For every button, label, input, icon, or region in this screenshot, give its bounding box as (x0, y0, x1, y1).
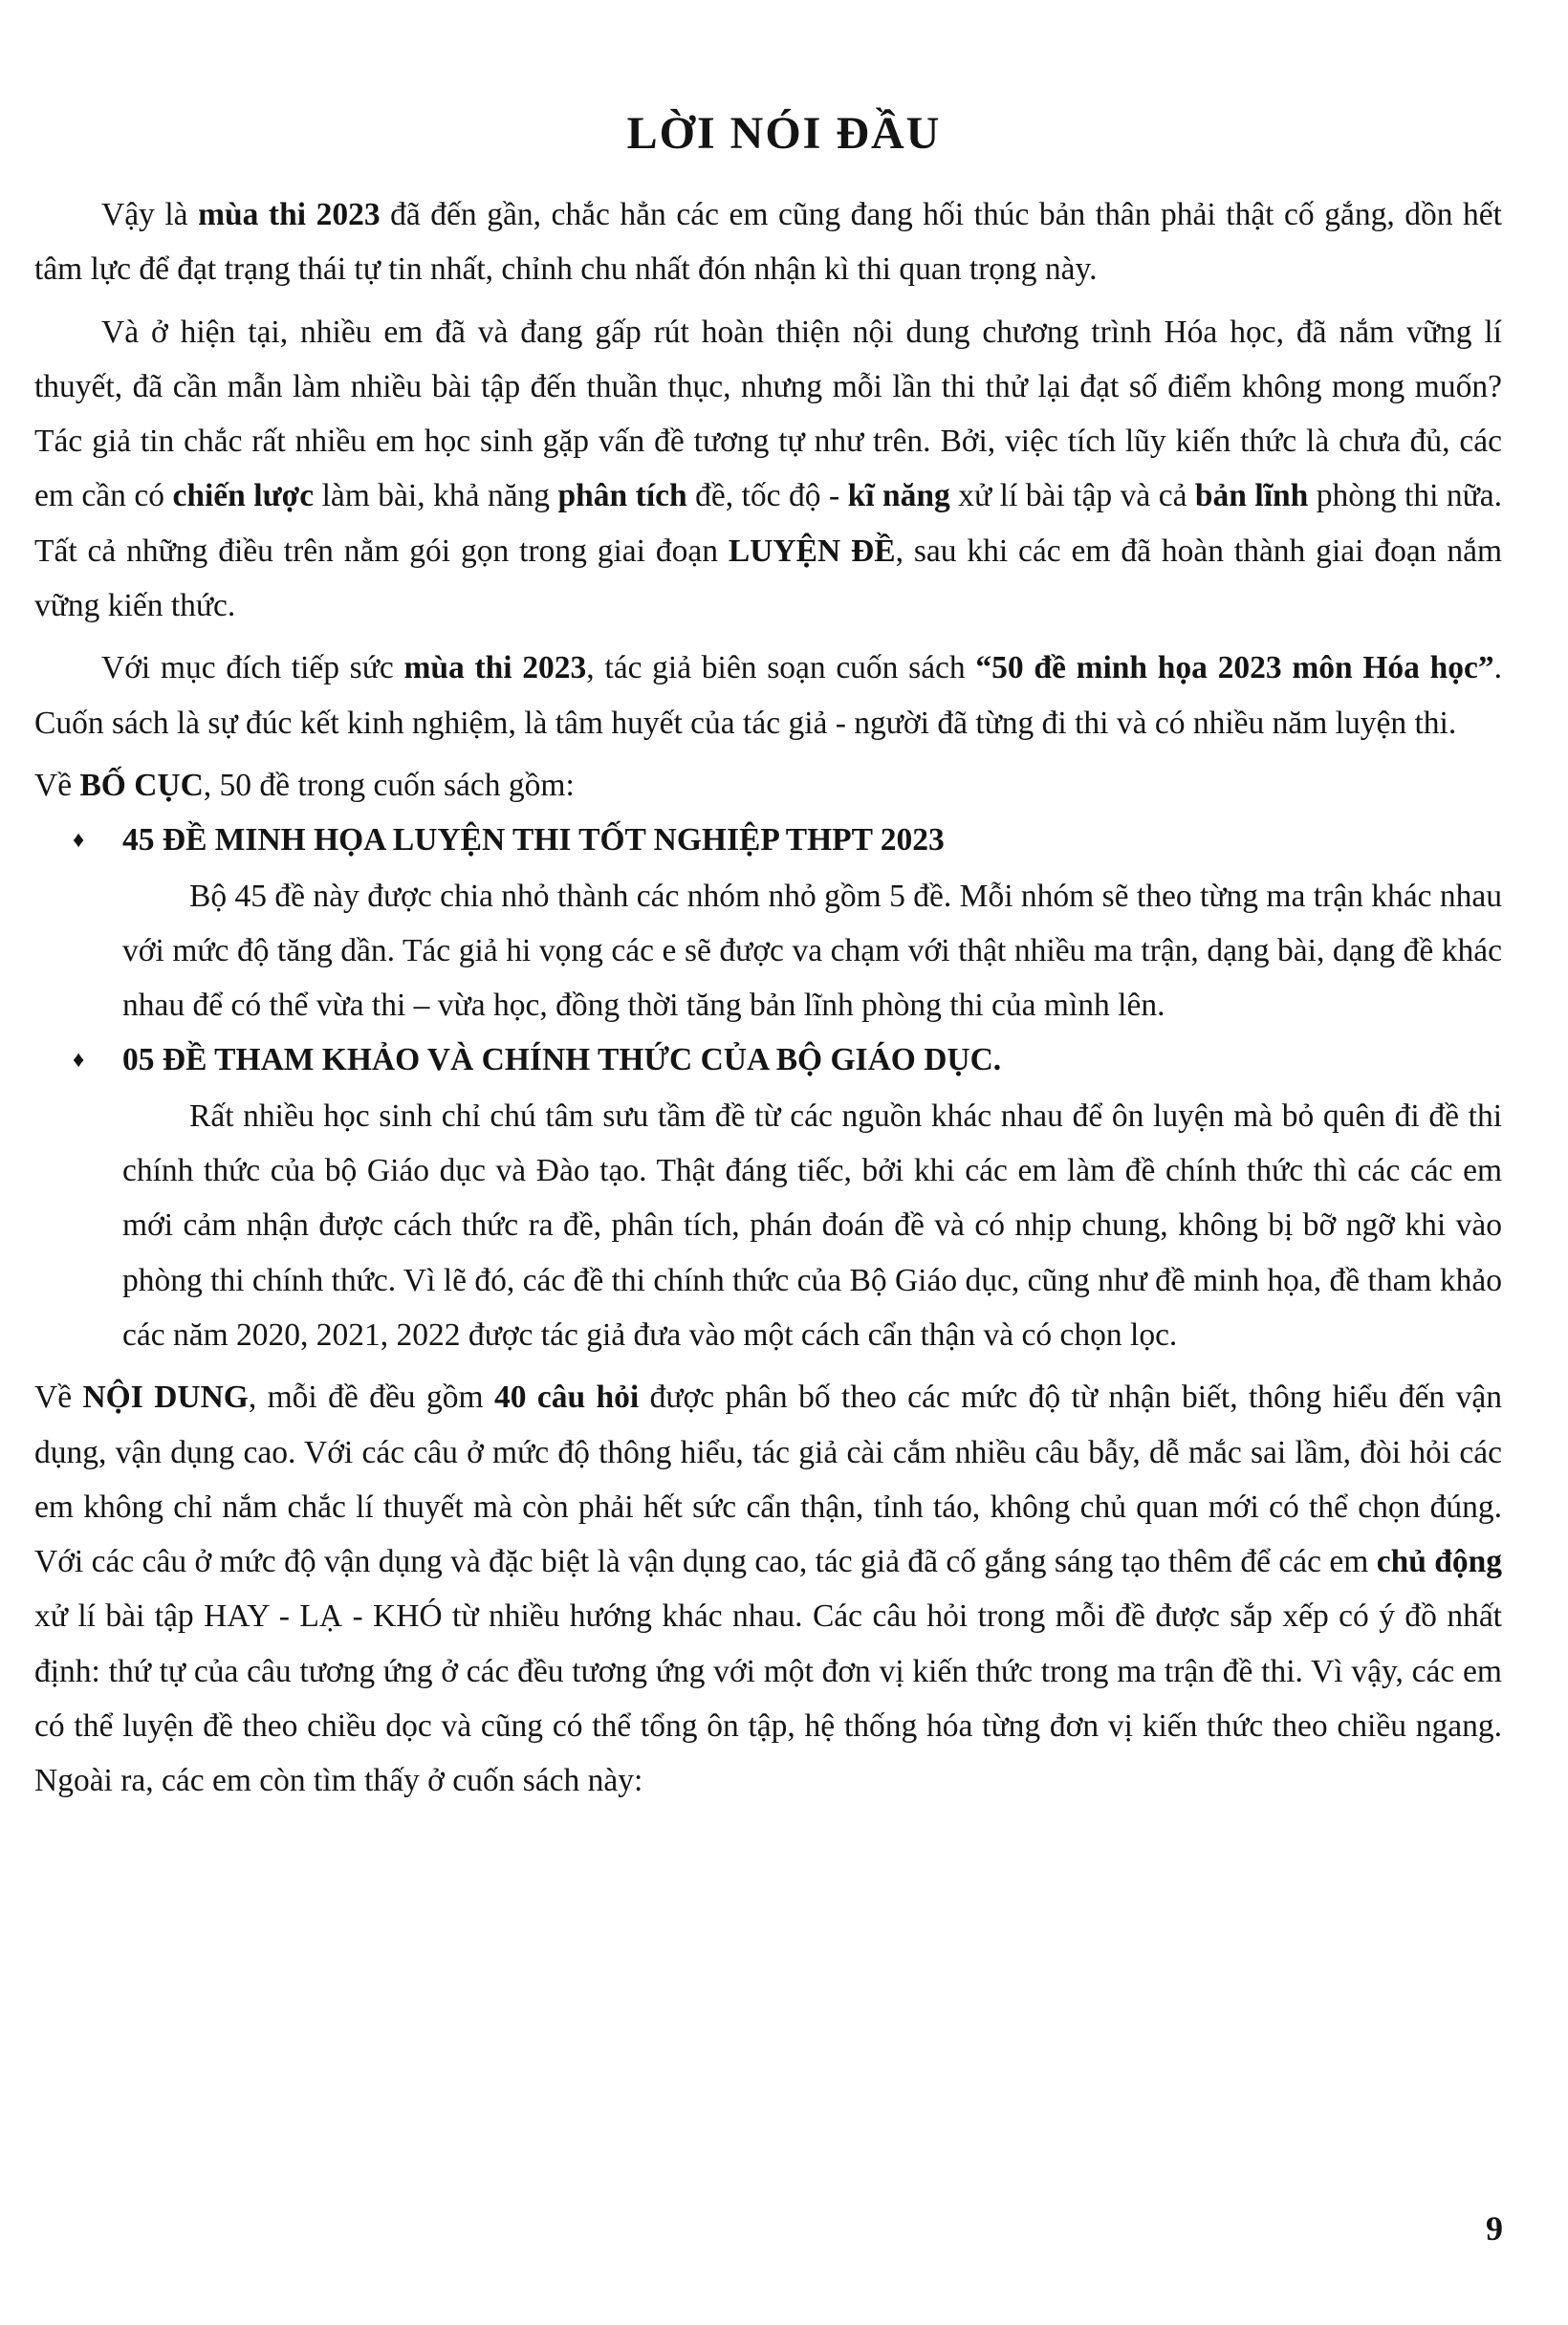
text-run: làm bài, khả năng (314, 478, 558, 514)
bold-run: NỘI DUNG (82, 1380, 249, 1416)
text-run: Vậy là (101, 197, 199, 232)
bold-run: kĩ năng (847, 478, 950, 514)
diamond-bullet-icon: ♦ (73, 828, 85, 854)
bold-run: chiến lược (172, 478, 315, 514)
page-title: LỜI NÓI ĐẦU (626, 108, 942, 159)
text-run: được phân bố theo các mức độ từ nhận biết, thông hiểu đến vận dụng, vận dụng cao. Với các câu ở mức độ thông hiểu, tác giả cài cắm nhiều câu bẫy, dễ mắc sai lầm, đòi hỏi các em không chỉ nắm chắc lí thuyết mà còn phải hết sức cẩn thận, tỉnh táo, không chủ quan mới có thể chọn đúng. Với các câu ở mức độ vận dụng và đặc biệt là vận dụng cao, tác giả đã cố gắng sáng tạo thêm để các em (34, 1380, 1502, 1580)
bullet-heading-text: 05 ĐỀ THAM KHẢO VÀ CHÍNH THỨC CỦA BỘ GIÁO DỤC. (122, 1042, 1002, 1078)
text-run: Về (34, 767, 80, 803)
bold-run: “50 đề minh họa 2023 môn Hóa học” (975, 650, 1494, 686)
paragraph-purpose (34, 641, 1502, 750)
bold-run: bản lĩnh (1194, 478, 1309, 514)
text-run: , sau khi các em đã hoàn thành giai đoạn nắm vững kiến thức. (34, 532, 1502, 624)
page-number: 9 (1486, 2209, 1503, 2248)
text-run: đề, tốc độ - (686, 478, 848, 514)
bold-run: 40 câu hỏi (493, 1380, 640, 1416)
text-run: xử lí bài tập HAY - LẠ - KHÓ từ nhiều hướng khác nhau. Các câu hỏi trong mỗi đề được sắp xếp có ý đồ nhất định: thứ tự của câu tương ứng ở các đều tương ứng với một đơn vị kiến thức trong ma trận đề thi. Vì vậy, các em có thể luyện đề theo chiều dọc và cũng có thể tổng ôn tập, hệ thống hóa từng đơn vị kiến thức theo chiều ngang. Ngoài ra, các em còn tìm thấy ở cuốn sách này: (34, 1598, 1502, 1799)
text-run: , 50 đề trong cuốn sách gồm: (203, 767, 575, 803)
bullet-heading-45-tests (34, 813, 1502, 868)
text-run: Và ở hiện tại, nhiều em đã và đang gấp rút hoàn thiện nội dung chương trình Hóa học, đã nắm vững lí thuyết, đã cần mẫn làm nhiều bài tập đến thuần thục, nhưng mỗi lần thi thử lại đạt số điểm không mong muốn? Tác giả tin chắc rất nhiều em học sinh gặp vấn đề tương tự như trên. Bởi, việc tích lũy kiến thức là chưa đủ, các em cần có (34, 314, 1502, 514)
paragraph-intro (34, 187, 1502, 297)
text-run: , tác giả biên soạn cuốn sách (586, 650, 976, 686)
text-run: , mỗi đề đều gồm (248, 1380, 494, 1416)
bullet-body-05-tests: Rất nhiều học sinh chỉ chú tâm sưu tầm đề từ các nguồn khác nhau để ôn luyện mà bỏ quên đi đề thi chính thức của bộ Giáo dục và Đào tạo. Thật đáng tiếc, bởi khi các em làm đề chính thức thì các các em mới cảm nhận được cách thức ra đề, phân tích, phán đoán đề và có nhịp chung, không bị bỡ ngỡ khi vào phòng thi chính thức. Vì lẽ đó, các đề thi chính thức của Bộ Giáo dục, cũng như đề minh họa, đề tham khảo các năm 2020, 2021, 2022 được tác giả đưa vào một cách cẩn thận và có chọn lọc. (122, 1097, 1502, 1353)
text-run: xử lí bài tập và cả (949, 478, 1195, 514)
bullet-heading-text: 45 ĐỀ MINH HỌA LUYỆN THI TỐT NGHIỆP THPT 2023 (122, 822, 945, 858)
bold-run: BỐ CỤC (79, 767, 204, 803)
bullet-heading-05-tests (34, 1032, 1502, 1088)
text-run: phòng thi nữa. Tất cả những điều trên nằm gói gọn trong giai đoạn (34, 478, 1503, 569)
bold-run: phân tích (557, 478, 687, 514)
bullet-body-45-tests: Bộ 45 đề này được chia nhỏ thành các nhóm nhỏ gồm 5 đề. Mỗi nhóm sẽ theo từng ma trận khác nhau với mức độ tăng dần. Tác giả hi vọng các e sẽ được va chạm với thật nhiều ma trận, dạng bài, dạng đề khác nhau để có thể vừa thi – vừa học, đồng thời tăng bản lĩnh phòng thi của mình lên. (122, 878, 1502, 1024)
paragraph-practice (34, 305, 1502, 634)
paragraph-content (34, 1370, 1502, 1808)
text-run: . Cuốn sách là sự đúc kết kinh nghiệm, là tâm huyết của tác giả - người đã từng đi thi và có nhiều năm luyện thi. (34, 650, 1503, 741)
text-run: đã đến gần, chắc hẳn các em cũng đang hối thúc bản thân phải thật cố gắng, dồn hết tâm lực để đạt trạng thái tự tin nhất, chỉnh chu nhất đón nhận kì thi quan trọng này. (34, 197, 1502, 288)
bold-run: mùa thi 2023 (198, 197, 381, 232)
bold-run: chủ động (1376, 1544, 1502, 1580)
text-run: Với mục đích tiếp sức (101, 650, 404, 686)
body-text (34, 187, 1502, 1809)
paragraph-layout-intro (34, 758, 1502, 813)
diamond-bullet-icon: ♦ (73, 1048, 85, 1074)
bold-run: LUYỆN ĐỀ (728, 532, 896, 569)
bold-run: mùa thi 2023 (403, 650, 587, 686)
text-run: Về (34, 1380, 83, 1416)
